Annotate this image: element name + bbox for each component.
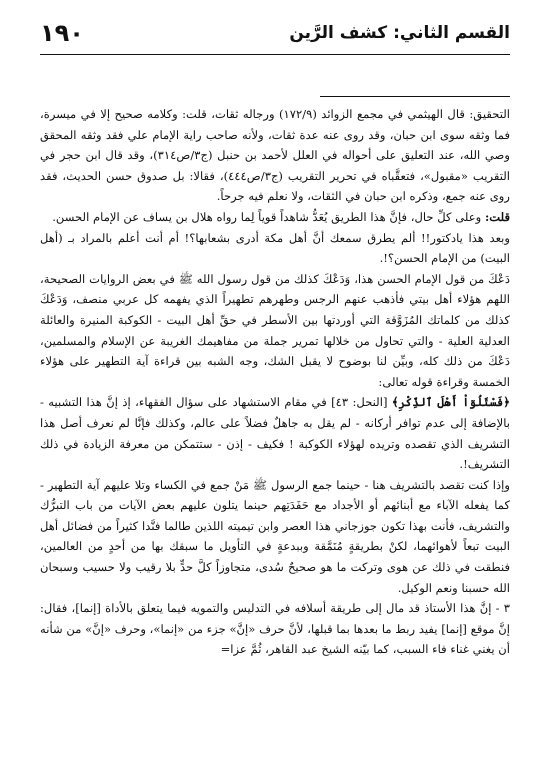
running-head: القسم الثاني: كشف الرَّين xyxy=(289,23,510,43)
paragraph-da3ka xyxy=(40,269,510,393)
quran-verse: ﴿فَسْئَلُوٓاْ أَهْلَ ٱلذِّكْرِ﴾ xyxy=(391,395,510,410)
paragraph-text: [النحل: ٤٣] في مقام الاستشهاد على سؤال الفقهاء، إذ إنَّ هذا التشبيه - بالإضافة إلى عدم توافر أركانه - لم يقل به جاهلٌ فضلاً على عالم، وكذلك فإنَّا لم نعرف أصل هذا التشريف الذي تقصده وتريده لهؤلاء الكوكبة ! فكيف - إذن - ستتمكن من معرفة الزيادة في ذلك التشريف!. xyxy=(40,395,510,472)
paragraph-text: دَعْكَ من قول الإمام الحسن هذا، وَدَعْكَ كذلك من قول رسول الله ﷺ في بعض الروايات الصحيحة، اللهم هؤلاء أهل بيتي فأذهب عنهم الرجس وطهرهم تطهيراً الذي يفهمه كل عربي منصف، وَدَعْكَ كذلك من كلماتك المُزَوَّقة التي أوردتها بين الأسطر في حقِّ أهل البيت - الكوكبة المنيرة والعائلة العدلية العلية - والتي تحاول من خلالها تمرير جملة من مفاهيمك الغريبة عن الإسلام والمسلمين، دَعْكَ من ذلك كله، وبيِّن لنا بوضوح لا يقبل الشك، وجه الشبه بين قراءة آية التطهير على هؤلاء الخمسة وقراءة قوله تعالى: xyxy=(40,271,510,389)
header-rule xyxy=(40,54,510,55)
paragraph-text: وعلى كلِّ حال، فإنَّ هذا الطريق يُعَدُّ شاهداً قوياً لِما رواه هلال بن يساف عن الإمام الحسن. xyxy=(52,209,485,224)
page-number: ١٩٠ xyxy=(40,19,84,47)
paragraph-tashrif xyxy=(40,475,510,599)
paragraph-text: ٣ - إنَّ هذا الأستاذ قد مال إلى طريقة أسلافه في التدليس والتمويه فيما يتعلق بالأداة [إنما]، فقال: إنَّ موقع [إنما] يفيد ربط ما بعدها بما قبلها، لأنَّ حرف «إنَّ» جزء من «إنما»، وحرف «إنَّ» من شأنه أن يغني غناء فاء السبب، كما بيّنه الشيخ عبد القاهر، ثُمَّ عزا= xyxy=(40,601,510,657)
body-text xyxy=(40,104,510,660)
paragraph-qultu xyxy=(40,207,510,228)
paragraph-tahqiq xyxy=(40,104,510,207)
separator-rule xyxy=(320,96,510,97)
paragraph-text: التحقيق: قال الهيثمي في مجمع الزوائد (١٧٢/٩) ورجاله ثقات، قلت: وكلامه صحيح إلا في ميسرة، فما وثقه سوى ابن حبان، وقد روى عنه عدة ثقات، ولأنه صاحب راية الإمام علي فقد وثقه المحقق وصي الله، عند التعليق على أحواله في العلل لأحمد بن حنبل (ج٣/ص٣١٤)، وقد قال ابن حجر في التقريب «مقبول»، فتعقَّباه في تحرير التقريب (ج٣/ص٤٤٤)، فقالا: بل صدوق حسن الحديث، فقد روى عنه جمع، وذكره ابن حبان في الثقات، ولا نعلم فيه جرحاً. xyxy=(40,107,510,204)
page-header xyxy=(40,18,510,52)
paragraph-point-3 xyxy=(40,598,510,660)
paragraph-ba3d xyxy=(40,228,510,269)
paragraph-verse xyxy=(40,392,510,474)
paragraph-text: وبعد هذا يادكتور!! ألم يطرق سمعك أنَّ أهل مكة أدرى بشعابها؟! أم أنت أعلم بالمراد بـ (أهل البيت) من الإمام الحسن؟!. xyxy=(40,230,510,266)
paragraph-text: وإذا كنت تقصد بالتشريف هنا - حينما جمع الرسول ﷺ مَنْ جمع في الكساء وتلا عليهم آية التطهير - كما يفعله الآباء مع أبنائهم أو الأجداد مع حَفَدَتِهم حينما يتلون عليهم بعض الآيات من باب التبرُّك والتشريف، فأنت بهذا تكون جوزجاني هذا العصر وابن تيميته اللذين طالما فنَّدا كثيراً من فضائل أهل البيت تبعاً لأهوائهما، لكنْ بطريقةٍ مُنَمَّقة وببدعةٍ في التأويل ما سبقك بها من أحدٍ من العالمين، فنطقت في ذلك عن هوى وتركت ما هو صحيحٌ سُدى، متجاوزاً كلَّ حدٍّ بلا رقيب ولا حسيب وسبحان الله حسبنا ونعم الوكيل. xyxy=(40,477,510,595)
paragraph-lead: قلت: xyxy=(484,209,510,224)
